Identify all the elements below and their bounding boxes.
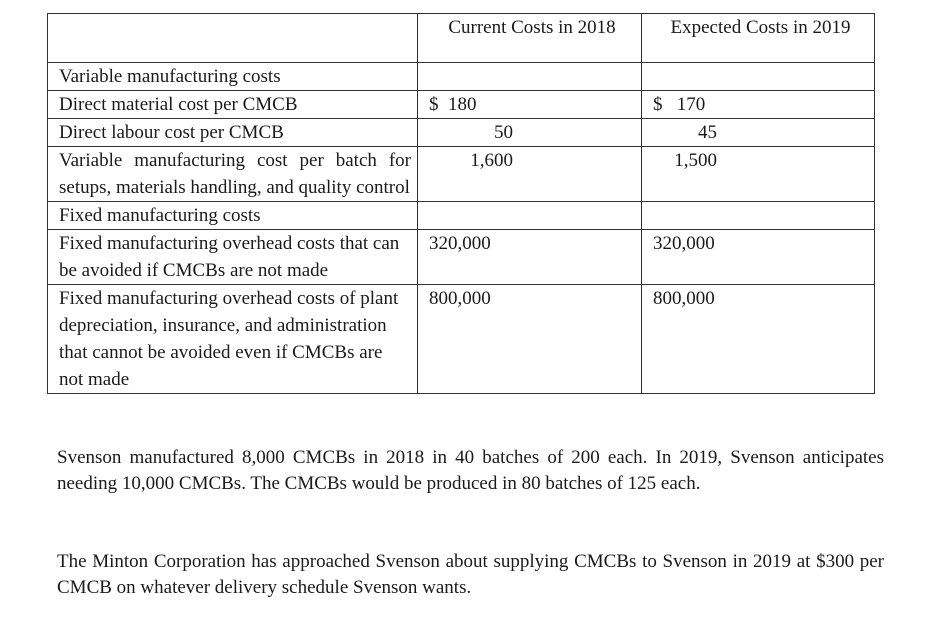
row-label: Fixed manufacturing overhead costs that can be avoided if CMCBs are not made: [48, 230, 418, 285]
current-cost-value: 320,000: [429, 233, 491, 254]
cost-table: [47, 13, 875, 394]
section-title-variable: Variable manufacturing costs: [48, 63, 418, 91]
table-row: [48, 285, 875, 394]
current-cost-value: 50: [494, 122, 513, 143]
section-row-variable: [48, 63, 875, 91]
section-row-fixed: [48, 202, 875, 230]
section-title-fixed: Fixed manufacturing costs: [48, 202, 418, 230]
expected-cost-value: 45: [698, 122, 717, 143]
expected-cost-cell: [642, 119, 875, 147]
expected-cost-value: $ 170: [653, 94, 706, 115]
header-empty-cell: [48, 14, 418, 63]
current-cost-cell: [418, 91, 642, 119]
header-current-costs: Current Costs in 2018: [418, 14, 642, 63]
expected-cost-value: 320,000: [653, 233, 715, 254]
row-label: Direct labour cost per CMCB: [48, 119, 418, 147]
table-row: [48, 230, 875, 285]
table-row: [48, 91, 875, 119]
expected-cost-cell: [642, 230, 875, 285]
table-header-row: [48, 14, 875, 63]
table-row: [48, 147, 875, 202]
current-cost-cell: [418, 147, 642, 202]
expected-cost-cell: [642, 285, 875, 394]
expected-cost-cell: [642, 147, 875, 202]
current-cost-value: 800,000: [429, 288, 491, 309]
row-label: Fixed manufacturing overhead costs of plant depreciation, insurance, and administration that cannot be avoided even if CMCBs are not made: [48, 285, 418, 394]
expected-cost-cell: [642, 91, 875, 119]
row-label: Variable manufacturing cost per batch for setups, materials handling, and quality control: [48, 147, 418, 202]
paragraph-minton-offer: The Minton Corporation has approached Svenson about supplying CMCBs to Svenson in 2019 at $300 per CMCB on whatever delivery schedule Svenson wants.: [57, 551, 884, 598]
current-cost-value: 1,600: [470, 150, 513, 171]
expected-cost-value: 800,000: [653, 288, 715, 309]
current-cost-cell: [418, 285, 642, 394]
current-cost-cell: [418, 119, 642, 147]
current-cost-cell: [418, 230, 642, 285]
row-label: Direct material cost per CMCB: [48, 91, 418, 119]
expected-cost-value: 1,500: [674, 150, 717, 171]
header-expected-costs: Expected Costs in 2019: [642, 14, 875, 63]
paragraph-production: Svenson manufactured 8,000 CMCBs in 2018 in 40 batches of 200 each. In 2019, Svenson anticipates needing 10,000 CMCBs. The CMCBs would be produced in 80 batches of 125 each.: [57, 447, 884, 494]
current-cost-value: $ 180: [429, 94, 477, 115]
table-row: [48, 119, 875, 147]
